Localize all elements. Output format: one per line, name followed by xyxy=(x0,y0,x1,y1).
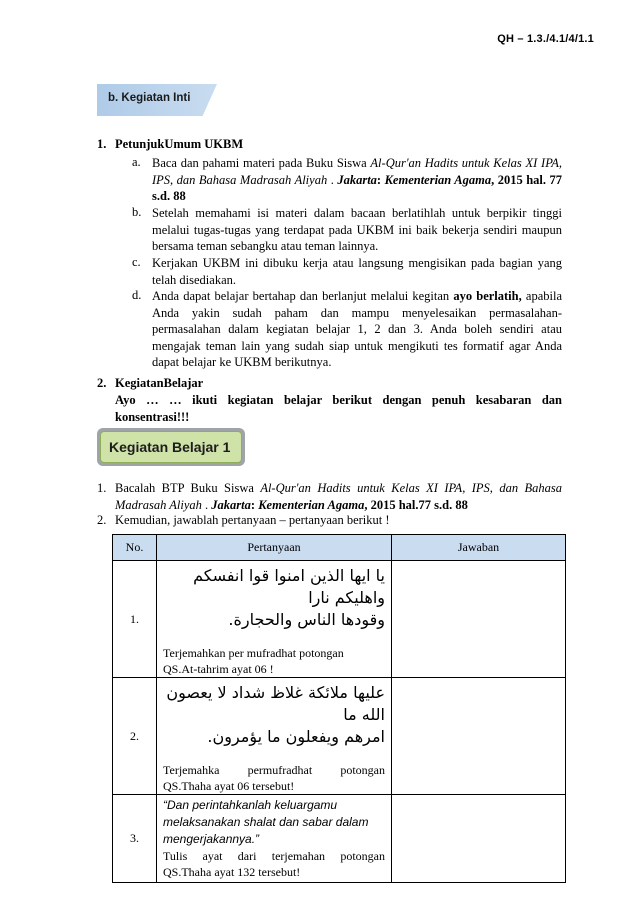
table-row xyxy=(113,561,566,678)
answer-cell[interactable] xyxy=(392,561,566,678)
item-d-pre: Anda dapat belajar bertahap dan berlanjut melalui kegitan xyxy=(152,289,454,303)
section-b-label: b. Kegiatan Inti xyxy=(108,92,191,104)
arabic-verse-line2: امرهم ويفعلون ما يؤمرون. xyxy=(207,727,385,746)
header-no: No. xyxy=(113,535,157,561)
translation-quote: “Dan perintahkanlah keluargamu melaksanakan shalat dan sabar dalam mengerjakannya.” xyxy=(163,798,369,846)
kb1-step2-number: 2. xyxy=(97,513,107,527)
item-c-letter: c. xyxy=(132,255,141,269)
year-pages: , 2015 hal. 77 s.d. 88 xyxy=(152,172,563,203)
colon: : xyxy=(376,172,385,187)
item-d-post: apabila Anda yakin sudah paham dan mampu menyelesaikan permasalahan-permasalahan dalam kegiatan belajar 1, 2 dan 3. Anda boleh sendiri atau mengajak teman lain yang sudah siap untuk mengikuti tes formatif agar Anda dapat belajar ke UKBM berikutnya. xyxy=(152,289,563,369)
instruction-line1: Terjemahka permufradhat potongan xyxy=(163,763,385,777)
kb1-tag xyxy=(97,428,245,466)
kb1-step2-text: Kemudian, jawablah pertanyaan – pertanyaan berikut ! xyxy=(115,513,390,527)
instruction-line2: QS.Thaha ayat 06 tersebut! xyxy=(163,779,295,793)
document-code: QH – 1.3./4.1/4/1.1 xyxy=(497,33,594,45)
item-a-text xyxy=(152,155,562,205)
header-jawaban: Jawaban xyxy=(392,535,566,561)
arabic-verse-line1: عليها ملائكة غلاظ شداد لا يعصون الله ما xyxy=(166,683,385,724)
answer-cell[interactable] xyxy=(392,678,566,795)
step1-book: Al-Qur'an Hadits untuk Kelas XI IPA, IPS, dan Bahasa Madrasah Aliyah xyxy=(115,481,562,512)
publisher: Kementerian Agama xyxy=(384,172,492,187)
item-b-text: Setelah memahami isi materi dalam bacaan berlatihlah untuk berpikir tinggi melalui tugas-tugas yang terdapat pada UKBM ini baik bekerja sendiri maupun bersama teman sebangku atau teman lainnya. xyxy=(152,206,562,253)
section-b-tag xyxy=(97,84,217,116)
step1-pre: Bacalah BTP Buku Siswa xyxy=(115,481,261,495)
sep: . xyxy=(327,172,338,187)
item-d-text xyxy=(152,288,562,371)
row-number: 3. xyxy=(113,795,157,883)
question-table xyxy=(112,534,566,883)
petunjuk-title: PetunjukUmum UKBM xyxy=(115,137,244,151)
instruction-line2: QS.Thaha ayat 132 tersebut! xyxy=(163,865,301,879)
kb1-label: Kegiatan Belajar 1 xyxy=(109,439,231,455)
petunjuk-number: 1. xyxy=(97,137,107,151)
kegiatan-line: Ayo … … ikuti kegiatan belajar berikut dengan penuh kesabaran dan konsentrasi!!! xyxy=(115,393,562,424)
table-row xyxy=(113,678,566,795)
step1-sep: . xyxy=(201,497,212,512)
arabic-verse-line2: وقودها الناس والحجارة. xyxy=(228,610,385,629)
step1-year-pages: , 2015 hal.77 s.d. 88 xyxy=(364,497,468,512)
book-title: Al-Qur'an Hadits untuk Kelas XI IPA, IPS, dan Bahasa Madrasah Aliyah xyxy=(152,156,562,187)
kb1-tag-inner xyxy=(100,431,242,463)
question-cell xyxy=(157,795,392,883)
header-pertanyaan: Pertanyaan xyxy=(157,535,392,561)
kb1-step1-text xyxy=(115,480,562,513)
step1-publisher: Kementerian Agama xyxy=(258,497,365,512)
item-c-text: Kerjakan UKBM ini dibuku kerja atau langsung mengisikan pada bagian yang telah disediakan. xyxy=(152,256,562,287)
table-row xyxy=(113,795,566,883)
table-header-row xyxy=(113,535,566,561)
item-a-pre: Baca dan pahami materi pada Buku Siswa xyxy=(152,156,371,170)
step1-place: Jakarta xyxy=(211,497,251,512)
item-b-letter: b. xyxy=(132,205,142,219)
question-cell xyxy=(157,561,392,678)
kegiatan-title: KegiatanBelajar xyxy=(115,376,204,390)
item-a-letter: a. xyxy=(132,155,141,169)
kegiatan-number: 2. xyxy=(97,376,107,390)
instruction-line2: QS.At-tahrim ayat 06 ! xyxy=(163,662,274,676)
kb1-step1-number: 1. xyxy=(97,481,107,495)
item-d-bold: ayo berlatih, xyxy=(453,289,522,303)
instruction-line1: Terjemahkan per mufradhat potongan xyxy=(163,646,344,660)
item-d-letter: d. xyxy=(132,288,142,302)
step1-colon: : xyxy=(250,497,259,512)
instruction-line1: Tulis ayat dari terjemahan potongan xyxy=(163,849,385,863)
row-number: 1. xyxy=(113,561,157,678)
arabic-verse-line1: يا ايها الذين امنوا قوا انفسكم واهليكم نارا xyxy=(193,566,385,607)
row-number: 2. xyxy=(113,678,157,795)
answer-cell[interactable] xyxy=(392,795,566,883)
question-cell xyxy=(157,678,392,795)
place: Jakarta xyxy=(337,172,377,187)
